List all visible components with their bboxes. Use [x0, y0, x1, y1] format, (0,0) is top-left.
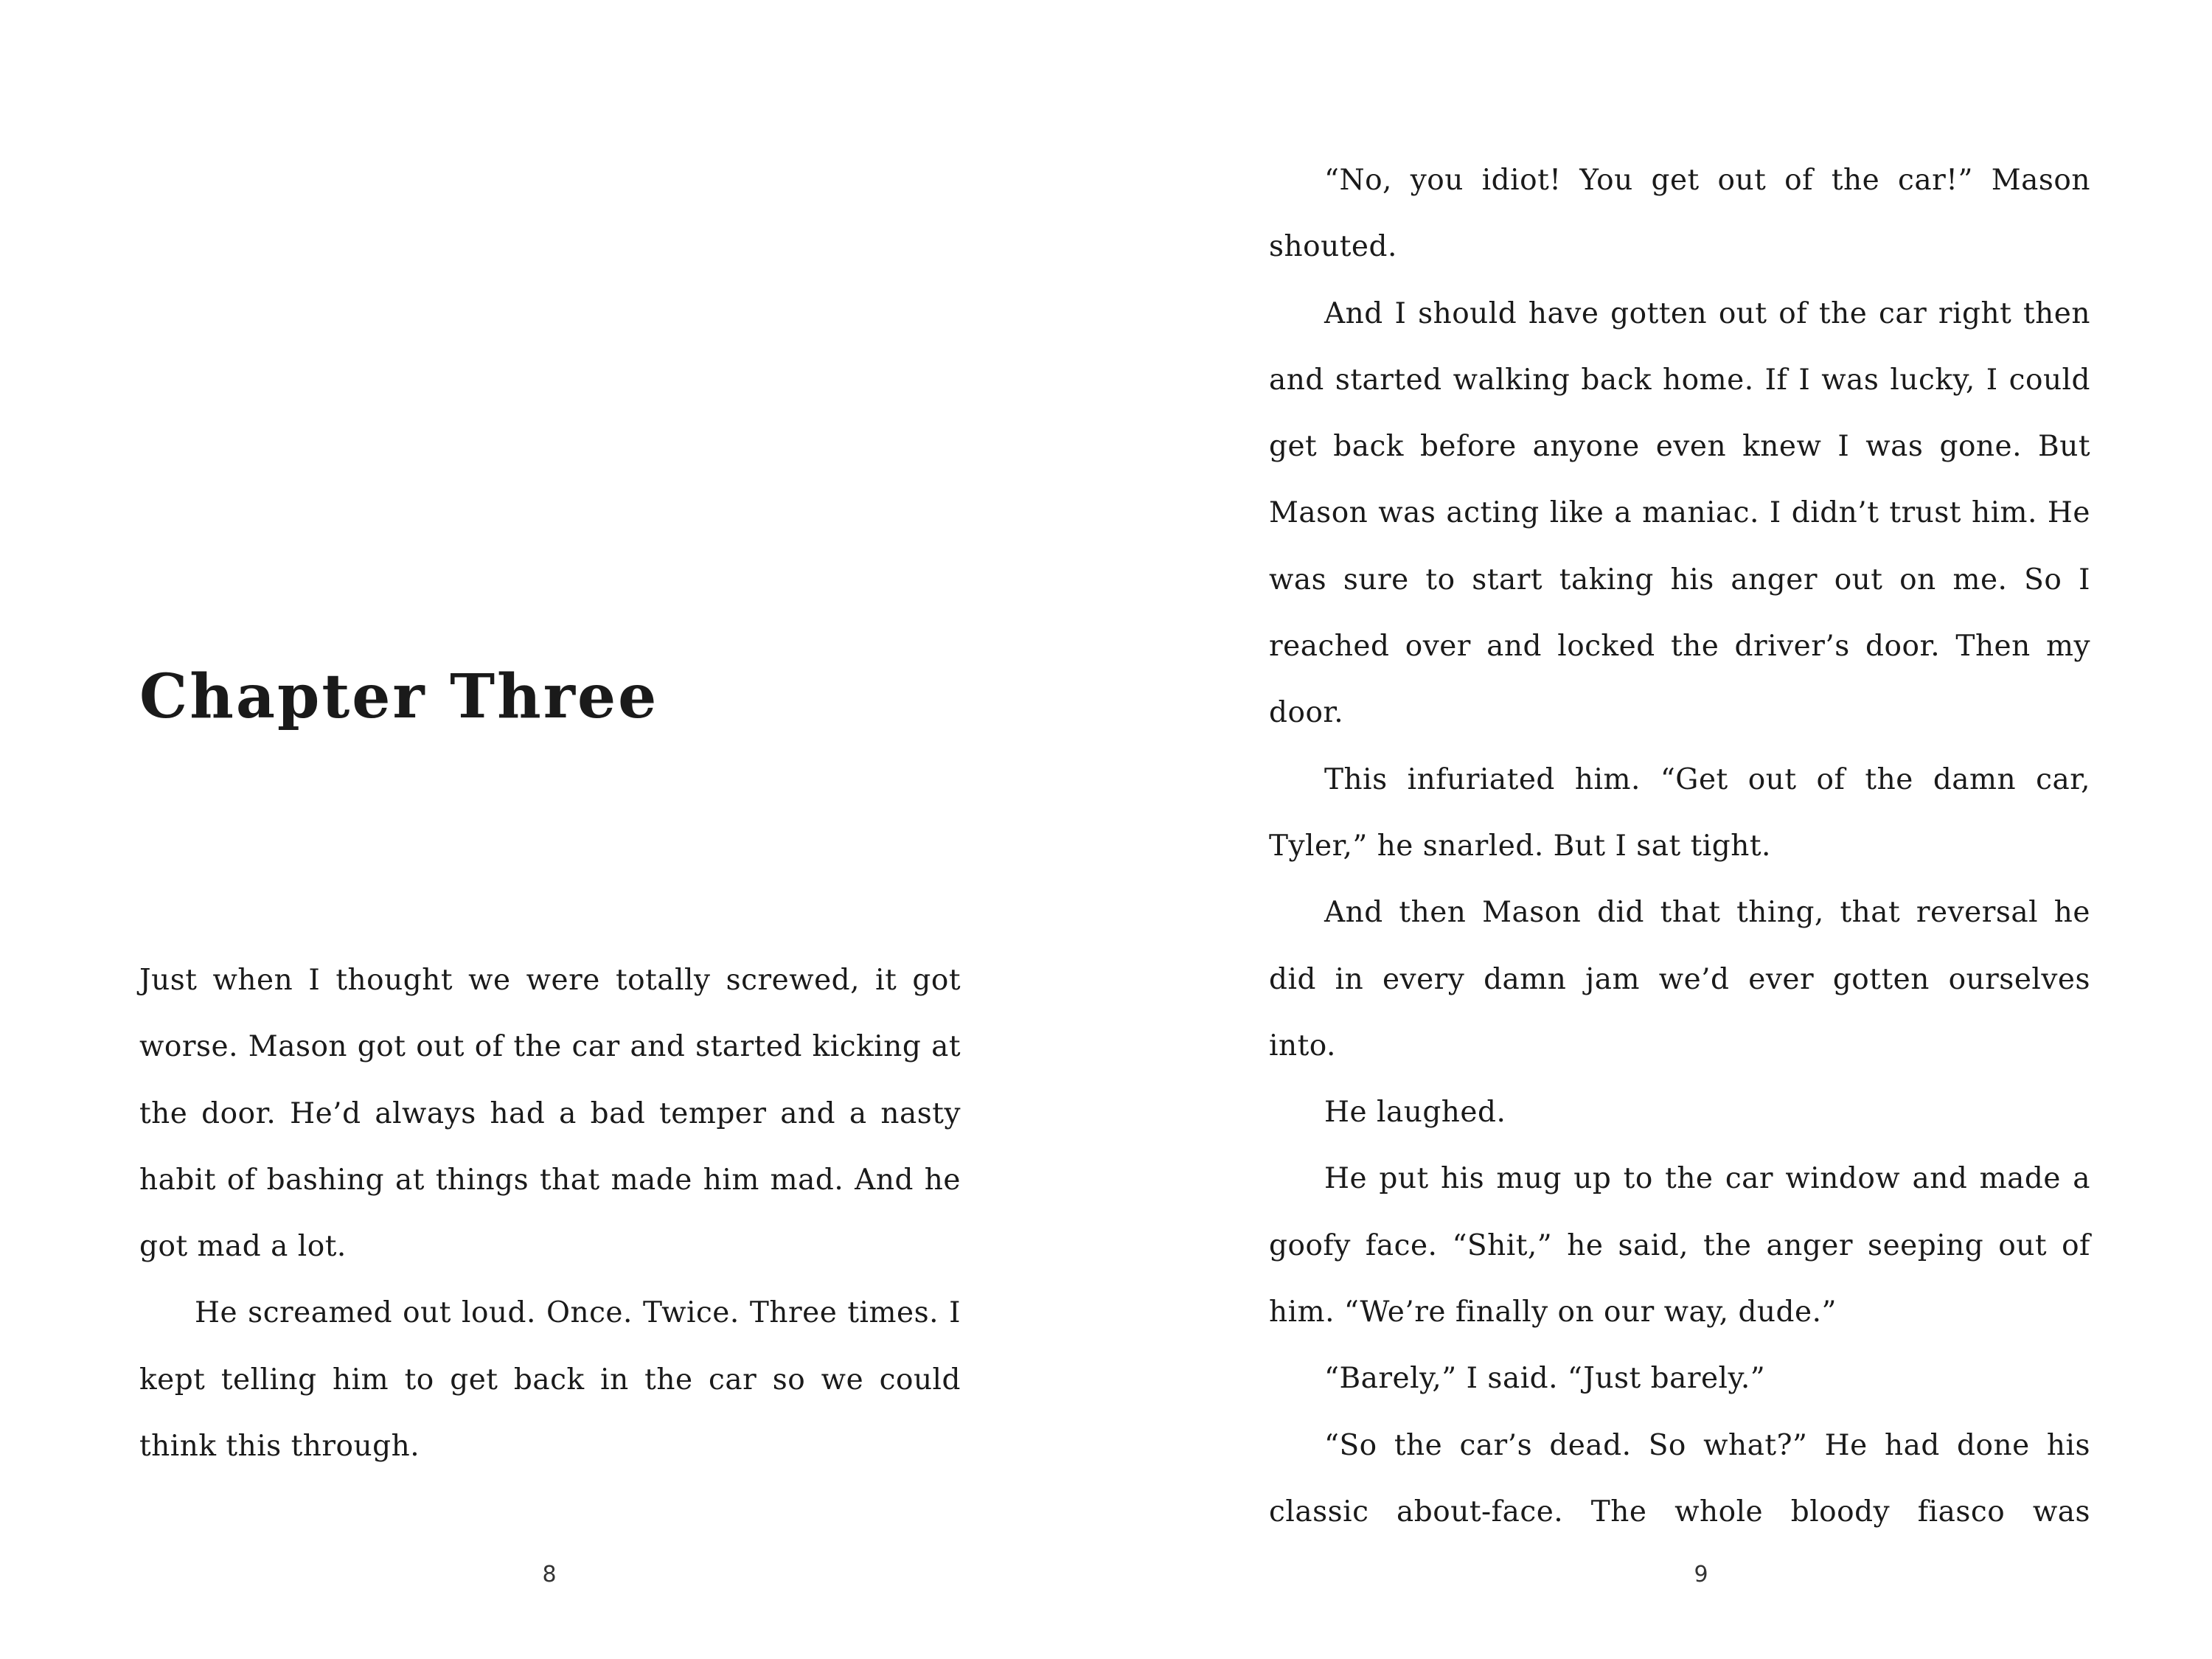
paragraph: “No, you idiot! You get out of the car!” Mason shouted.	[1269, 164, 2090, 264]
paragraph: He laughed.	[1324, 1096, 1506, 1130]
paragraph: And then Mason did that thing, that reversal he did in every damn jam we’d ever gotten ourselves into.	[1269, 896, 2090, 1062]
right-page	[1106, 0, 2212, 1659]
paragraph: This infuriated him. “Get out of the damn car, Tyler,” he snarled. But I sat tight.	[1269, 762, 2090, 863]
paragraph: He screamed out loud. Once. Twice. Three times. I kept telling him to get back in the car so we could think this through.	[139, 1296, 961, 1464]
page-number: 8	[542, 1562, 557, 1587]
left-body-text	[139, 947, 961, 1480]
paragraph: “Barely,” I said. “Just barely.”	[1324, 1362, 1766, 1396]
paragraph: “So the car’s dead. So what?” He had done his classic about-face. The whole bloody fiasco was	[1269, 1428, 2090, 1528]
paragraph: He put his mug up to the car window and made a goofy face. “Shit,” he said, the anger seeping out of him. “We’re finally on our way, dude.”	[1269, 1162, 2090, 1329]
page-number: 9	[1694, 1562, 1708, 1587]
right-body-text	[1269, 147, 2090, 1545]
paragraph: Just when I thought we were totally screwed, it got worse. Mason got out of the car and started kicking at the door. He’d always had a bad temper and a nasty habit of bashing at things that made him mad. And he got mad a lot.	[139, 964, 961, 1264]
paragraph: And I should have gotten out of the car right then and started walking back home. If I was lucky, I could get back before anyone even knew I was gone. But Mason was acting like a maniac. I didn’t trust him. He was sure to start taking his anger out on me. So I reached over and locked the driver’s door. Then my door.	[1269, 296, 2090, 730]
chapter-title: Chapter Three	[139, 661, 659, 732]
